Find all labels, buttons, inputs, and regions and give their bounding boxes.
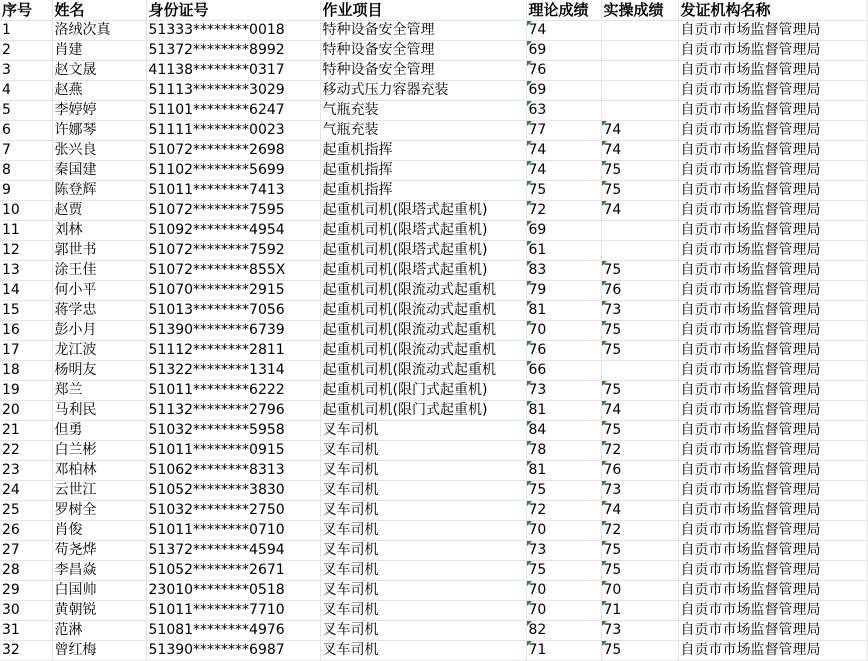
cell-theory[interactable]: 77 [526, 121, 601, 141]
table-row [0, 521, 867, 541]
cell-id[interactable]: 51390********6739 [146, 321, 320, 341]
cell-id[interactable]: 51011********6222 [146, 381, 320, 401]
table-row [0, 441, 867, 461]
table-row [0, 141, 867, 161]
cell-name[interactable]: 马利民 [52, 401, 146, 421]
cell-id[interactable]: 51072********7595 [146, 201, 320, 221]
cell-theory[interactable]: 82 [526, 621, 601, 641]
cell-id[interactable]: 51322********1314 [146, 361, 320, 381]
header-row [0, 0, 867, 21]
cell-theory[interactable]: 74 [526, 161, 601, 181]
cell-id[interactable]: 51132********2796 [146, 401, 320, 421]
cell-name[interactable]: 邓柏林 [52, 461, 146, 481]
cell-no[interactable]: 9 [0, 181, 52, 201]
cell-name[interactable]: 李昌焱 [52, 561, 146, 581]
cell-org[interactable]: 自贡市市场监督管理局 [678, 521, 867, 541]
cell-org[interactable]: 自贡市市场监督管理局 [678, 141, 867, 161]
cell-practice[interactable]: 75 [601, 641, 678, 661]
cell-no[interactable]: 13 [0, 261, 52, 281]
cell-id[interactable]: 51011********0710 [146, 521, 320, 541]
cell-no[interactable]: 32 [0, 641, 52, 661]
cell-item[interactable]: 叉车司机 [320, 621, 526, 641]
cell-no[interactable]: 27 [0, 541, 52, 561]
cell-id[interactable]: 51112********2811 [146, 341, 320, 361]
cell-item[interactable]: 起重机司机(限塔式起重机) [320, 201, 526, 221]
cell-no[interactable]: 23 [0, 461, 52, 481]
header-no[interactable]: 序号 [0, 0, 52, 21]
cell-name[interactable]: 秦国建 [52, 161, 146, 181]
cell-org[interactable]: 自贡市市场监督管理局 [678, 361, 867, 381]
cell-name[interactable]: 赵贾 [52, 201, 146, 221]
cell-id[interactable]: 51081********4976 [146, 621, 320, 641]
cell-theory[interactable]: 71 [526, 641, 601, 661]
cell-no[interactable]: 16 [0, 321, 52, 341]
cell-practice[interactable]: 74 [601, 401, 678, 421]
cell-no[interactable]: 28 [0, 561, 52, 581]
cell-org[interactable]: 自贡市市场监督管理局 [678, 381, 867, 401]
cell-no[interactable]: 5 [0, 101, 52, 121]
cell-no[interactable]: 30 [0, 601, 52, 621]
cell-theory[interactable]: 69 [526, 221, 601, 241]
cell-theory[interactable]: 76 [526, 341, 601, 361]
cell-practice[interactable]: 74 [601, 121, 678, 141]
table-row [0, 61, 867, 81]
cell-item[interactable]: 起重机司机(限流动式起重机 [320, 341, 526, 361]
cell-org[interactable]: 自贡市市场监督管理局 [678, 501, 867, 521]
table-row [0, 81, 867, 101]
cell-org[interactable]: 自贡市市场监督管理局 [678, 581, 867, 601]
cell-no[interactable]: 15 [0, 301, 52, 321]
cell-theory[interactable]: 75 [526, 181, 601, 201]
cell-id[interactable]: 51011********7710 [146, 601, 320, 621]
cell-item[interactable]: 叉车司机 [320, 581, 526, 601]
table-row [0, 361, 867, 381]
cell-theory[interactable]: 78 [526, 441, 601, 461]
cell-org[interactable]: 自贡市市场监督管理局 [678, 321, 867, 341]
cell-id[interactable]: 51072********7592 [146, 241, 320, 261]
cell-theory[interactable]: 70 [526, 321, 601, 341]
cell-practice[interactable]: 75 [601, 261, 678, 281]
cell-name[interactable]: 杨明友 [52, 361, 146, 381]
cell-item[interactable]: 起重机司机(限塔式起重机) [320, 261, 526, 281]
cell-no[interactable]: 20 [0, 401, 52, 421]
table-row [0, 201, 867, 221]
cell-id[interactable]: 51052********2671 [146, 561, 320, 581]
cell-practice[interactable] [601, 21, 678, 41]
cell-item[interactable]: 起重机司机(限门式起重机) [320, 381, 526, 401]
cell-id[interactable]: 51011********0915 [146, 441, 320, 461]
header-item[interactable]: 作业项目 [320, 0, 526, 21]
table-body [0, 21, 867, 661]
cell-id[interactable]: 51372********8992 [146, 41, 320, 61]
cell-theory[interactable]: 79 [526, 281, 601, 301]
cell-id[interactable]: 23010********0518 [146, 581, 320, 601]
cell-org[interactable]: 自贡市市场监督管理局 [678, 341, 867, 361]
cell-org[interactable]: 自贡市市场监督管理局 [678, 61, 867, 81]
table-row [0, 241, 867, 261]
cell-no[interactable]: 24 [0, 481, 52, 501]
cell-practice[interactable]: 75 [601, 161, 678, 181]
header-theory[interactable]: 理论成绩 [526, 0, 601, 21]
table-row [0, 101, 867, 121]
cell-id[interactable]: 51070********2915 [146, 281, 320, 301]
cell-no[interactable]: 22 [0, 441, 52, 461]
table-row [0, 181, 867, 201]
table-row [0, 641, 867, 661]
cell-item[interactable]: 起重机指挥 [320, 141, 526, 161]
table-row [0, 321, 867, 341]
table-row [0, 601, 867, 621]
table-row [0, 621, 867, 641]
cell-practice[interactable]: 75 [601, 421, 678, 441]
cell-practice[interactable] [601, 81, 678, 101]
cell-practice[interactable]: 72 [601, 521, 678, 541]
cell-item[interactable]: 叉车司机 [320, 501, 526, 521]
cell-practice[interactable]: 72 [601, 441, 678, 461]
cell-theory[interactable]: 81 [526, 461, 601, 481]
cell-practice[interactable] [601, 221, 678, 241]
cell-name[interactable]: 罗树全 [52, 501, 146, 521]
cell-theory[interactable]: 70 [526, 521, 601, 541]
cell-org[interactable]: 自贡市市场监督管理局 [678, 81, 867, 101]
cell-item[interactable]: 叉车司机 [320, 441, 526, 461]
cell-name[interactable]: 涂王佳 [52, 261, 146, 281]
cell-no[interactable]: 17 [0, 341, 52, 361]
cell-theory[interactable]: 66 [526, 361, 601, 381]
cell-item[interactable]: 叉车司机 [320, 421, 526, 441]
cell-no[interactable]: 19 [0, 381, 52, 401]
cell-no[interactable]: 4 [0, 81, 52, 101]
cell-name[interactable]: 李婷婷 [52, 101, 146, 121]
cell-org[interactable]: 自贡市市场监督管理局 [678, 41, 867, 61]
cell-name[interactable]: 许娜琴 [52, 121, 146, 141]
cell-theory[interactable]: 69 [526, 81, 601, 101]
cell-theory[interactable]: 76 [526, 61, 601, 81]
cell-id[interactable]: 51072********2698 [146, 141, 320, 161]
cell-name[interactable]: 白国帅 [52, 581, 146, 601]
table-row [0, 41, 867, 61]
cell-org[interactable]: 自贡市市场监督管理局 [678, 161, 867, 181]
cell-theory[interactable]: 70 [526, 581, 601, 601]
cell-name[interactable]: 苟尧烨 [52, 541, 146, 561]
cell-org[interactable]: 自贡市市场监督管理局 [678, 301, 867, 321]
cell-item[interactable]: 起重机司机(限流动式起重机 [320, 281, 526, 301]
table-row [0, 421, 867, 441]
cell-practice[interactable] [601, 41, 678, 61]
cell-org[interactable]: 自贡市市场监督管理局 [678, 561, 867, 581]
table-row [0, 501, 867, 521]
cell-item[interactable]: 叉车司机 [320, 561, 526, 581]
cell-org[interactable]: 自贡市市场监督管理局 [678, 101, 867, 121]
cell-id[interactable]: 51011********7413 [146, 181, 320, 201]
cell-name[interactable]: 洛绒次真 [52, 21, 146, 41]
cell-name[interactable]: 赵文晟 [52, 61, 146, 81]
cell-item[interactable]: 叉车司机 [320, 521, 526, 541]
cell-theory[interactable]: 61 [526, 241, 601, 261]
header-practice[interactable]: 实操成绩 [601, 0, 678, 21]
cell-id[interactable]: 51062********8313 [146, 461, 320, 481]
cell-practice[interactable]: 74 [601, 201, 678, 221]
cell-name[interactable]: 赵燕 [52, 81, 146, 101]
cell-name[interactable]: 但勇 [52, 421, 146, 441]
table-row [0, 481, 867, 501]
cell-id[interactable]: 41138********0317 [146, 61, 320, 81]
cell-org[interactable]: 自贡市市场监督管理局 [678, 181, 867, 201]
cell-name[interactable]: 陈登辉 [52, 181, 146, 201]
cell-no[interactable]: 21 [0, 421, 52, 441]
cell-no[interactable]: 3 [0, 61, 52, 81]
table-row [0, 161, 867, 181]
cell-no[interactable]: 6 [0, 121, 52, 141]
cell-id[interactable]: 51013********7056 [146, 301, 320, 321]
cell-theory[interactable]: 72 [526, 501, 601, 521]
cell-name[interactable]: 郑兰 [52, 381, 146, 401]
cell-item[interactable]: 叉车司机 [320, 481, 526, 501]
cell-item[interactable]: 气瓶充装 [320, 121, 526, 141]
cell-no[interactable]: 2 [0, 41, 52, 61]
cell-name[interactable]: 肖俊 [52, 521, 146, 541]
cell-name[interactable]: 龙江波 [52, 341, 146, 361]
cell-practice[interactable]: 74 [601, 501, 678, 521]
cell-theory[interactable]: 75 [526, 561, 601, 581]
cell-id[interactable]: 51390********6987 [146, 641, 320, 661]
cell-no[interactable]: 10 [0, 201, 52, 221]
table-row [0, 381, 867, 401]
header-name[interactable]: 姓名 [52, 0, 146, 21]
cell-theory[interactable]: 73 [526, 381, 601, 401]
cell-org[interactable]: 自贡市市场监督管理局 [678, 21, 867, 41]
cell-practice[interactable]: 74 [601, 141, 678, 161]
table-row [0, 561, 867, 581]
cell-practice[interactable] [601, 241, 678, 261]
cell-org[interactable]: 自贡市市场监督管理局 [678, 641, 867, 661]
cell-name[interactable]: 白兰彬 [52, 441, 146, 461]
cell-id[interactable]: 51372********4594 [146, 541, 320, 561]
cell-practice[interactable] [601, 361, 678, 381]
cell-practice[interactable]: 71 [601, 601, 678, 621]
cell-item[interactable]: 叉车司机 [320, 461, 526, 481]
cell-name[interactable]: 彭小月 [52, 321, 146, 341]
cell-practice[interactable]: 75 [601, 381, 678, 401]
cell-org[interactable]: 自贡市市场监督管理局 [678, 201, 867, 221]
cell-theory[interactable]: 75 [526, 481, 601, 501]
cell-name[interactable]: 何小平 [52, 281, 146, 301]
cell-org[interactable]: 自贡市市场监督管理局 [678, 621, 867, 641]
cell-org[interactable]: 自贡市市场监督管理局 [678, 401, 867, 421]
cell-no[interactable]: 26 [0, 521, 52, 541]
cell-practice[interactable] [601, 61, 678, 81]
cell-practice[interactable]: 76 [601, 281, 678, 301]
cell-name[interactable]: 云世江 [52, 481, 146, 501]
cell-name[interactable]: 肖建 [52, 41, 146, 61]
cell-org[interactable]: 自贡市市场监督管理局 [678, 421, 867, 441]
cell-practice[interactable]: 75 [601, 341, 678, 361]
cell-name[interactable]: 郭世书 [52, 241, 146, 261]
cell-id[interactable]: 51072********855X [146, 261, 320, 281]
cell-theory[interactable]: 73 [526, 541, 601, 561]
cell-id[interactable]: 51113********3029 [146, 81, 320, 101]
cell-item[interactable]: 叉车司机 [320, 601, 526, 621]
cell-no[interactable]: 14 [0, 281, 52, 301]
cell-item[interactable]: 叉车司机 [320, 641, 526, 661]
cell-practice[interactable]: 75 [601, 181, 678, 201]
cell-practice[interactable]: 73 [601, 621, 678, 641]
cell-practice[interactable]: 73 [601, 481, 678, 501]
table-row [0, 341, 867, 361]
cell-item[interactable]: 特种设备安全管理 [320, 21, 526, 41]
cell-theory[interactable]: 81 [526, 401, 601, 421]
cell-no[interactable]: 18 [0, 361, 52, 381]
cell-item[interactable]: 起重机司机(限塔式起重机) [320, 241, 526, 261]
table-row [0, 261, 867, 281]
cell-item[interactable]: 起重机司机(限塔式起重机) [320, 221, 526, 241]
header-id[interactable]: 身份证号 [146, 0, 320, 21]
cell-id[interactable]: 51101********6247 [146, 101, 320, 121]
cell-name[interactable]: 曾红梅 [52, 641, 146, 661]
table-row [0, 461, 867, 481]
cell-org[interactable]: 自贡市市场监督管理局 [678, 441, 867, 461]
cell-theory[interactable]: 74 [526, 141, 601, 161]
cell-id[interactable]: 51032********2750 [146, 501, 320, 521]
cell-practice[interactable]: 76 [601, 461, 678, 481]
table-row [0, 581, 867, 601]
cell-practice[interactable]: 75 [601, 561, 678, 581]
table-row [0, 281, 867, 301]
cell-id[interactable]: 51092********4954 [146, 221, 320, 241]
cell-practice[interactable]: 73 [601, 301, 678, 321]
cell-no[interactable]: 8 [0, 161, 52, 181]
cell-item[interactable]: 起重机指挥 [320, 161, 526, 181]
cell-item[interactable]: 叉车司机 [320, 541, 526, 561]
cell-no[interactable]: 7 [0, 141, 52, 161]
cell-name[interactable]: 范淋 [52, 621, 146, 641]
cell-name[interactable]: 张兴良 [52, 141, 146, 161]
table-row [0, 401, 867, 421]
cell-org[interactable]: 自贡市市场监督管理局 [678, 261, 867, 281]
cell-org[interactable]: 自贡市市场监督管理局 [678, 481, 867, 501]
cell-no[interactable]: 31 [0, 621, 52, 641]
cell-name[interactable]: 刘林 [52, 221, 146, 241]
table-row [0, 21, 867, 41]
table-row [0, 301, 867, 321]
table-row [0, 221, 867, 241]
cell-id[interactable]: 51333********0018 [146, 21, 320, 41]
cell-item[interactable]: 特种设备安全管理 [320, 41, 526, 61]
cell-id[interactable]: 51102********5699 [146, 161, 320, 181]
cell-item[interactable]: 特种设备安全管理 [320, 61, 526, 81]
cell-org[interactable]: 自贡市市场监督管理局 [678, 281, 867, 301]
cell-no[interactable]: 29 [0, 581, 52, 601]
cell-no[interactable]: 25 [0, 501, 52, 521]
cell-id[interactable]: 51052********3830 [146, 481, 320, 501]
cell-no[interactable]: 1 [0, 21, 52, 41]
cell-org[interactable]: 自贡市市场监督管理局 [678, 541, 867, 561]
cell-item[interactable]: 起重机司机(限流动式起重机 [320, 321, 526, 341]
cell-org[interactable]: 自贡市市场监督管理局 [678, 601, 867, 621]
cell-item[interactable]: 气瓶充装 [320, 101, 526, 121]
header-org[interactable]: 发证机构名称 [678, 0, 867, 21]
table-row [0, 121, 867, 141]
table-row [0, 541, 867, 561]
cell-org[interactable]: 自贡市市场监督管理局 [678, 221, 867, 241]
cell-practice[interactable]: 75 [601, 541, 678, 561]
cell-id[interactable]: 51111********0023 [146, 121, 320, 141]
cell-org[interactable]: 自贡市市场监督管理局 [678, 241, 867, 261]
cell-practice[interactable]: 75 [601, 321, 678, 341]
cell-name[interactable]: 蒋学忠 [52, 301, 146, 321]
cell-org[interactable]: 自贡市市场监督管理局 [678, 121, 867, 141]
cell-item[interactable]: 起重机指挥 [320, 181, 526, 201]
cell-item[interactable]: 起重机司机(限流动式起重机 [320, 361, 526, 381]
cell-theory[interactable]: 83 [526, 261, 601, 281]
cell-name[interactable]: 黄朝锐 [52, 601, 146, 621]
cell-no[interactable]: 11 [0, 221, 52, 241]
cell-no[interactable]: 12 [0, 241, 52, 261]
cell-theory[interactable]: 81 [526, 301, 601, 321]
cell-org[interactable]: 自贡市市场监督管理局 [678, 461, 867, 481]
cell-theory[interactable]: 70 [526, 601, 601, 621]
cell-theory[interactable]: 69 [526, 41, 601, 61]
cell-id[interactable]: 51032********5958 [146, 421, 320, 441]
cell-theory[interactable]: 63 [526, 101, 601, 121]
cell-item[interactable]: 起重机司机(限流动式起重机 [320, 301, 526, 321]
cell-practice[interactable] [601, 101, 678, 121]
cell-theory[interactable]: 74 [526, 21, 601, 41]
cell-theory[interactable]: 72 [526, 201, 601, 221]
cell-item[interactable]: 起重机司机(限门式起重机) [320, 401, 526, 421]
cell-theory[interactable]: 84 [526, 421, 601, 441]
cell-item[interactable]: 移动式压力容器充装 [320, 81, 526, 101]
cell-practice[interactable]: 70 [601, 581, 678, 601]
